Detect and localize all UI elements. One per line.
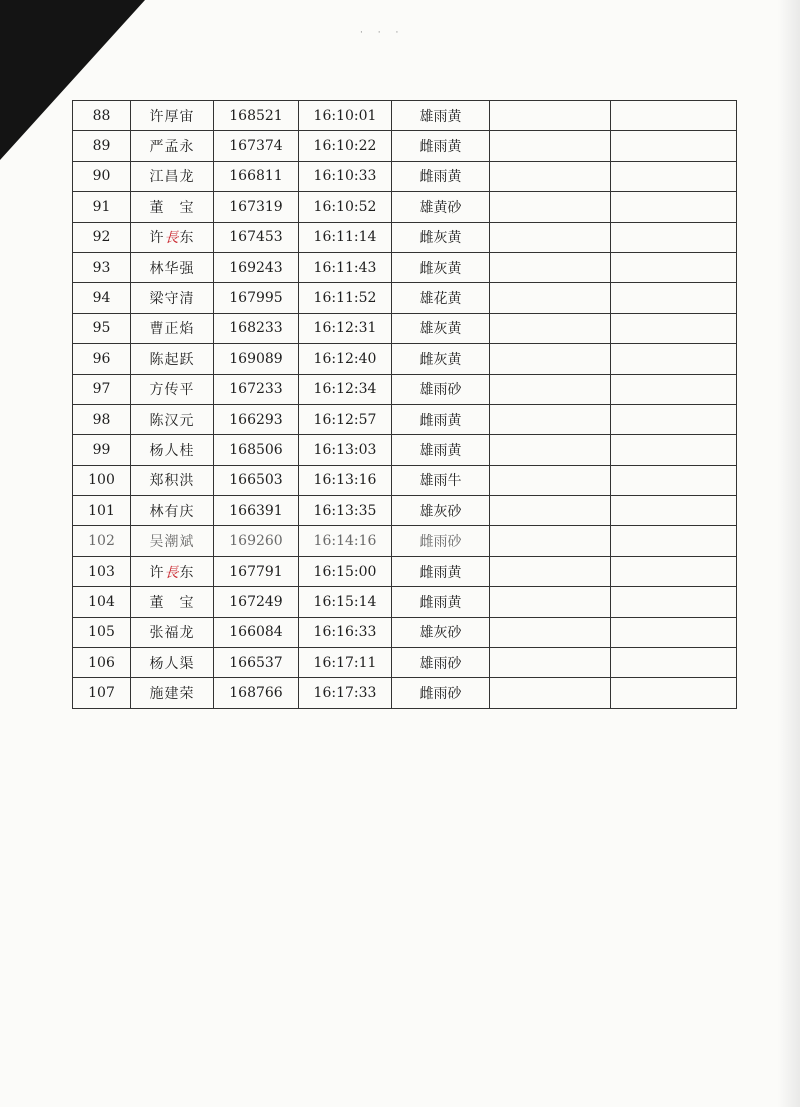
owner-name: 陈汉元: [149, 412, 195, 429]
empty-cell: [490, 222, 611, 252]
empty-cell: [611, 192, 737, 222]
empty-cell: [490, 617, 611, 647]
owner-name-cell: [131, 648, 214, 678]
ring-number-cell: 166811: [214, 161, 299, 191]
ring-number-cell: 167233: [214, 374, 299, 404]
rank-cell: 93: [73, 252, 131, 282]
owner-name-cell: [131, 617, 214, 647]
rank-cell: 89: [73, 131, 131, 161]
ring-number-cell: 167995: [214, 283, 299, 313]
empty-cell: [611, 252, 737, 282]
owner-name-cell: [131, 161, 214, 191]
empty-cell: [611, 222, 737, 252]
rank-cell: 106: [73, 648, 131, 678]
owner-name-last: 宝: [179, 594, 195, 611]
table-row: [73, 556, 737, 586]
empty-cell: [611, 617, 737, 647]
rank-cell: 94: [73, 283, 131, 313]
owner-name: 曹正焰: [149, 321, 195, 338]
rank-cell: 91: [73, 192, 131, 222]
owner-name: 陈起跃: [149, 351, 195, 368]
ring-number-cell: 169243: [214, 252, 299, 282]
bird-description-cell: 雌雨黄: [392, 131, 490, 161]
empty-cell: [490, 313, 611, 343]
scan-mark: · · ·: [360, 28, 405, 38]
table-row: [73, 404, 737, 434]
owner-name-cell: [131, 678, 214, 708]
owner-name-first: 董: [149, 199, 165, 216]
empty-cell: [490, 404, 611, 434]
bird-description-cell: 雌雨黄: [392, 404, 490, 434]
arrival-time-cell: 16:13:03: [299, 435, 392, 465]
arrival-time-cell: 16:17:33: [299, 678, 392, 708]
arrival-time-cell: 16:11:43: [299, 252, 392, 282]
empty-cell: [611, 465, 737, 495]
owner-name-part: 东: [179, 564, 195, 581]
empty-cell: [611, 678, 737, 708]
ring-number-cell: 166293: [214, 404, 299, 434]
arrival-time-cell: 16:13:16: [299, 465, 392, 495]
arrival-time-cell: 16:11:14: [299, 222, 392, 252]
bird-description-cell: 雌灰黄: [392, 344, 490, 374]
arrival-time-cell: 16:10:22: [299, 131, 392, 161]
empty-cell: [490, 526, 611, 556]
bird-description-cell: 雄雨砂: [392, 374, 490, 404]
owner-name: 江昌龙: [149, 169, 195, 186]
empty-cell: [611, 435, 737, 465]
rank-cell: 101: [73, 496, 131, 526]
bird-description-cell: 雌雨黄: [392, 556, 490, 586]
owner-name: 杨人桂: [149, 442, 195, 459]
bird-description-cell: 雄黄砂: [392, 192, 490, 222]
arrival-time-cell: 16:14:16: [299, 526, 392, 556]
table-row: [73, 617, 737, 647]
table-row: [73, 192, 737, 222]
table-row: [73, 587, 737, 617]
table-row: [73, 161, 737, 191]
rank-cell: 103: [73, 556, 131, 586]
ring-number-cell: 167319: [214, 192, 299, 222]
rank-cell: 90: [73, 161, 131, 191]
ring-number-cell: 166537: [214, 648, 299, 678]
owner-name: 严孟永: [149, 139, 195, 156]
empty-cell: [611, 313, 737, 343]
ring-number-cell: 168521: [214, 101, 299, 131]
bird-description-cell: 雌雨砂: [392, 678, 490, 708]
bird-description-cell: 雄灰黄: [392, 313, 490, 343]
owner-name-cell: [131, 313, 214, 343]
empty-cell: [611, 587, 737, 617]
ring-number-cell: 169260: [214, 526, 299, 556]
rank-cell: 88: [73, 101, 131, 131]
table-row: [73, 252, 737, 282]
table-row: [73, 496, 737, 526]
owner-name-cell: [131, 283, 214, 313]
arrival-time-cell: 16:15:00: [299, 556, 392, 586]
empty-cell: [611, 101, 737, 131]
owner-name-cell: [131, 404, 214, 434]
owner-name-part: 东: [179, 230, 195, 247]
arrival-time-cell: 16:13:35: [299, 496, 392, 526]
table-row: [73, 222, 737, 252]
owner-name-cell: [131, 465, 214, 495]
rank-cell: 99: [73, 435, 131, 465]
rank-cell: 96: [73, 344, 131, 374]
owner-name-cell: [131, 556, 214, 586]
handwritten-correction: 長: [164, 564, 180, 581]
owner-name: 许厚宙: [149, 108, 195, 125]
arrival-time-cell: 16:17:11: [299, 648, 392, 678]
empty-cell: [490, 556, 611, 586]
bird-description-cell: 雄雨黄: [392, 101, 490, 131]
ring-number-cell: 167791: [214, 556, 299, 586]
empty-cell: [490, 252, 611, 282]
empty-cell: [490, 587, 611, 617]
owner-name: 方传平: [149, 382, 195, 399]
owner-name-first: 董: [149, 594, 165, 611]
empty-cell: [611, 648, 737, 678]
ring-number-cell: 166391: [214, 496, 299, 526]
bird-description-cell: 雄花黄: [392, 283, 490, 313]
bird-description-cell: 雄雨黄: [392, 435, 490, 465]
owner-name-cell: [131, 496, 214, 526]
ring-number-cell: 167249: [214, 587, 299, 617]
folded-corner: [0, 0, 145, 160]
ring-number-cell: 169089: [214, 344, 299, 374]
bird-description-cell: 雄灰砂: [392, 617, 490, 647]
owner-name-cell: [131, 374, 214, 404]
bird-description-cell: 雌灰黄: [392, 222, 490, 252]
bird-description-cell: 雄雨牛: [392, 465, 490, 495]
table-row: [73, 465, 737, 495]
bird-description-cell: 雄雨砂: [392, 648, 490, 678]
empty-cell: [490, 648, 611, 678]
table-row: [73, 526, 737, 556]
empty-cell: [611, 526, 737, 556]
rank-cell: 92: [73, 222, 131, 252]
table-row: [73, 101, 737, 131]
owner-name: 施建荣: [149, 686, 195, 703]
rank-cell: 97: [73, 374, 131, 404]
arrival-time-cell: 16:10:52: [299, 192, 392, 222]
table-row: [73, 374, 737, 404]
rank-cell: 95: [73, 313, 131, 343]
ring-number-cell: 167453: [214, 222, 299, 252]
rank-cell: 107: [73, 678, 131, 708]
empty-cell: [611, 374, 737, 404]
bird-description-cell: 雌雨黄: [392, 161, 490, 191]
rank-cell: 100: [73, 465, 131, 495]
empty-cell: [490, 465, 611, 495]
empty-cell: [490, 344, 611, 374]
empty-cell: [490, 678, 611, 708]
bird-description-cell: 雌雨黄: [392, 587, 490, 617]
empty-cell: [611, 496, 737, 526]
table-row: [73, 435, 737, 465]
owner-name-part: 许: [149, 564, 165, 581]
ring-number-cell: 168233: [214, 313, 299, 343]
arrival-time-cell: 16:10:33: [299, 161, 392, 191]
empty-cell: [490, 192, 611, 222]
owner-name-part: 许: [149, 230, 165, 247]
empty-cell: [611, 344, 737, 374]
owner-name: 吴潮斌: [149, 534, 195, 551]
page-edge-shadow: [778, 0, 800, 1107]
owner-name-cell: [131, 587, 214, 617]
empty-cell: [490, 374, 611, 404]
ring-number-cell: 166084: [214, 617, 299, 647]
owner-name: 郑积洪: [149, 473, 195, 490]
owner-name: 梁守清: [149, 291, 195, 308]
owner-name-cell: [131, 252, 214, 282]
ring-number-cell: 166503: [214, 465, 299, 495]
empty-cell: [611, 131, 737, 161]
empty-cell: [611, 161, 737, 191]
bird-description-cell: 雌灰黄: [392, 252, 490, 282]
empty-cell: [611, 404, 737, 434]
owner-name: 杨人渠: [149, 655, 195, 672]
table-row: [73, 648, 737, 678]
owner-name: 张福龙: [149, 625, 195, 642]
owner-name-cell: [131, 344, 214, 374]
rank-cell: 104: [73, 587, 131, 617]
bird-description-cell: 雌雨砂: [392, 526, 490, 556]
ring-number-cell: 168766: [214, 678, 299, 708]
arrival-time-cell: 16:15:14: [299, 587, 392, 617]
arrival-time-cell: 16:11:52: [299, 283, 392, 313]
empty-cell: [490, 161, 611, 191]
table-row: [73, 283, 737, 313]
empty-cell: [611, 283, 737, 313]
empty-cell: [490, 283, 611, 313]
table-row: [73, 313, 737, 343]
arrival-time-cell: 16:12:57: [299, 404, 392, 434]
table-row: [73, 131, 737, 161]
rank-cell: 98: [73, 404, 131, 434]
handwritten-correction: 長: [164, 230, 180, 247]
arrival-time-cell: 16:10:01: [299, 101, 392, 131]
arrival-time-cell: 16:12:31: [299, 313, 392, 343]
empty-cell: [490, 435, 611, 465]
owner-name-last: 宝: [179, 199, 195, 216]
empty-cell: [490, 131, 611, 161]
ring-number-cell: 168506: [214, 435, 299, 465]
bird-description-cell: 雄灰砂: [392, 496, 490, 526]
rank-cell: 102: [73, 526, 131, 556]
arrival-time-cell: 16:16:33: [299, 617, 392, 647]
rank-cell: 105: [73, 617, 131, 647]
arrival-time-cell: 16:12:34: [299, 374, 392, 404]
ring-number-cell: 167374: [214, 131, 299, 161]
results-table: [72, 100, 737, 709]
owner-name-cell: [131, 222, 214, 252]
arrival-time-cell: 16:12:40: [299, 344, 392, 374]
owner-name: 林华强: [149, 260, 195, 277]
owner-name-cell: [131, 526, 214, 556]
owner-name-cell: [131, 192, 214, 222]
empty-cell: [611, 556, 737, 586]
empty-cell: [490, 496, 611, 526]
owner-name-cell: [131, 435, 214, 465]
empty-cell: [490, 101, 611, 131]
table-row: [73, 678, 737, 708]
owner-name: 林有庆: [149, 503, 195, 520]
table-row: [73, 344, 737, 374]
